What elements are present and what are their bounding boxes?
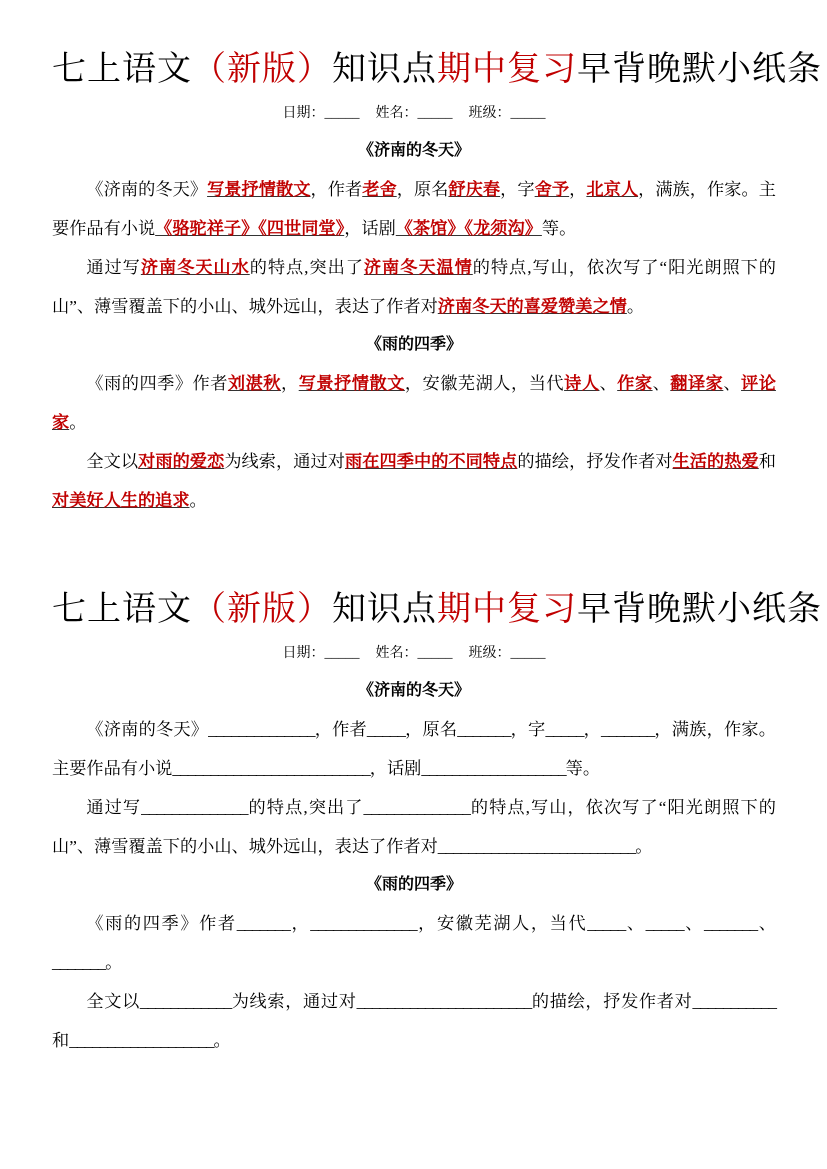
fill-blank[interactable]: _______ [601,720,655,739]
text-segment: 。 [635,837,653,856]
text-segment: ，满族，作家。主要作品有小说 [52,180,776,238]
fill-blank[interactable]: ______________ [208,720,315,739]
page-title [52,42,822,96]
text-segment: 通过写 [86,798,142,817]
answer-key-text: 北京人 [586,180,639,199]
section-heading: 《济南的冬天》 [357,142,470,159]
quiz-sheet [52,582,822,1060]
text-segment: 的特点,突出了 [249,258,364,277]
title-part-red: 期中复习 [437,590,577,628]
paragraph [52,982,776,1060]
paragraph [52,442,776,520]
fill-blank[interactable]: ____________ [139,992,232,1011]
fill-blank[interactable]: _____ [366,720,405,739]
text-segment: 、 [683,914,704,933]
text-segment: 全文以 [86,452,139,471]
name-field: 姓名：_____ [375,646,453,661]
text-segment: 的特点,写山，依次写了“阳光朗照下的山”、薄雪覆盖下的小山、城外远山，表达了作者对 [52,798,776,856]
fill-blank[interactable]: ___________________ [421,759,566,778]
answer-sheet [52,42,822,520]
fill-blank[interactable]: _______ [236,914,290,933]
answer-key-text: 写景抒情散文 [207,180,311,199]
text-segment: ，话剧 [344,219,396,238]
name-field: 姓名：_____ [375,106,453,121]
text-segment: 全文以 [86,992,140,1011]
fill-blank[interactable]: ______________ [310,914,417,933]
answer-key-text: 作家 [617,374,653,393]
text-segment: ，作者 [310,180,363,199]
text-segment: 。 [69,413,87,432]
answer-key-text: 舒庆春 [448,180,501,199]
text-segment: 、 [723,374,742,393]
text-segment: 。 [626,297,645,316]
fill-blank[interactable]: ___________________ [69,1031,214,1050]
paragraph [52,248,776,326]
text-segment: ，满族，作家。主要作品有小说 [52,720,776,778]
text-segment: 为线索，通过对 [231,992,357,1011]
text-segment: ，字 [500,180,535,199]
fill-blank[interactable]: _____ [587,914,626,933]
class-field: 班级：_____ [468,646,546,661]
date-field: 日期：_____ [282,646,360,661]
answer-key-text: 诗人 [564,374,600,393]
title-part: 早背晚默小纸条 [577,590,822,628]
fill-blank[interactable]: _____ [645,914,684,933]
section-heading: 《济南的冬天》 [357,682,470,699]
answer-key-text: 翻译家 [670,374,724,393]
section-heading: 《雨的四季》 [365,876,462,893]
meta-line [52,96,776,132]
text-segment: ，原名 [396,180,449,199]
fill-blank[interactable]: _______ [703,914,758,933]
answer-key-text: 对雨的爱恋 [138,452,225,471]
title-part-red: （新版） [192,590,332,628]
text-segment: ，安徽芜湖人，当代 [404,374,565,393]
fill-blank[interactable]: _______________________ [356,992,532,1011]
fill-blank[interactable]: _______ [457,720,511,739]
text-segment: 、 [625,914,646,933]
answer-key-text: 评论家 [52,374,776,432]
date-field: 日期：_____ [282,106,360,121]
text-segment: 的特点,写山，依次写了“阳光朗照下的山”、薄雪覆盖下的小山、城外远山，表达了作者对 [52,258,776,316]
fill-blank[interactable]: ______________ [363,798,470,817]
text-segment: ， [569,180,587,199]
text-segment: 为线索，通过对 [224,452,345,471]
text-segment: 、 [599,374,618,393]
title-part: 七上语文 [52,590,192,628]
paragraph [52,710,776,788]
page-title [52,582,822,636]
answer-key-text: 老舍 [362,180,397,199]
title-part: 七上语文 [52,50,192,88]
class-field: 班级：_____ [468,106,546,121]
text-segment: 。 [105,953,123,972]
text-segment: 、 [652,374,671,393]
fill-blank[interactable]: ______________ [141,798,248,817]
paragraph [52,788,776,866]
text-segment: 。 [213,1031,231,1050]
answer-key-text: 写景抒情散文 [298,374,405,393]
answer-key-text: 济南冬天的喜爱赞美之情 [437,297,627,316]
title-part-red: 期中复习 [437,50,577,88]
text-segment: 《济南的冬天》 [86,720,209,739]
text-segment: 和 [758,452,776,471]
text-segment: 、 [757,914,776,933]
text-segment: 的描绘，抒发作者对 [517,452,673,471]
title-part-red: （新版） [192,50,332,88]
text-segment: ，安徽芜湖人，当代 [416,914,588,933]
answer-key-text: 雨在四季中的不同特点 [345,452,518,471]
fill-blank[interactable]: __________________________ [172,759,370,778]
text-segment: 等。 [541,219,577,238]
answer-key-text: 刘湛秋 [227,374,281,393]
fill-blank[interactable]: __________________________ [437,837,636,856]
text-segment: 《济南的冬天》 [86,180,208,199]
title-part: 早背晚默小纸条 [577,50,822,88]
fill-blank[interactable]: ___________ [692,992,776,1011]
text-segment: 的描绘，抒发作者对 [531,992,693,1011]
title-part: 知识点 [332,50,437,88]
meta-line [52,636,776,672]
answer-key-text: 《骆驼祥子》《四世同堂》 [155,219,345,238]
paragraph [52,170,776,248]
text-segment: 。 [189,491,207,510]
text-segment: 通过写 [86,258,141,277]
text-segment: 等。 [565,759,601,778]
title-part: 知识点 [332,590,437,628]
answer-key-text: 对美好人生的追求 [52,491,190,510]
text-segment: 的特点,突出了 [247,798,364,817]
paragraph [52,364,776,442]
text-segment: 《雨的四季》作者 [86,914,237,933]
text-segment: 《雨的四季》作者 [86,374,228,393]
answer-key-text: 生活的热爱 [672,452,759,471]
text-segment: ，字 [510,720,546,739]
text-segment: ， [583,720,602,739]
text-segment: ，作者 [314,720,367,739]
answer-key-text: 济南冬天温情 [363,258,473,277]
text-segment: 和 [52,1031,70,1050]
fill-blank[interactable]: _______ [52,953,106,972]
text-segment: ，话剧 [369,759,422,778]
paragraph [52,904,776,982]
answer-key-text: 《茶馆》《龙须沟》 [395,219,542,238]
fill-blank[interactable]: _____ [545,720,584,739]
section-heading: 《雨的四季》 [365,336,462,353]
text-segment: ， [289,914,311,933]
text-segment: ，原名 [404,720,458,739]
answer-key-text: 舍予 [534,180,570,199]
answer-key-text: 济南冬天山水 [140,258,250,277]
text-segment: ， [281,374,299,393]
